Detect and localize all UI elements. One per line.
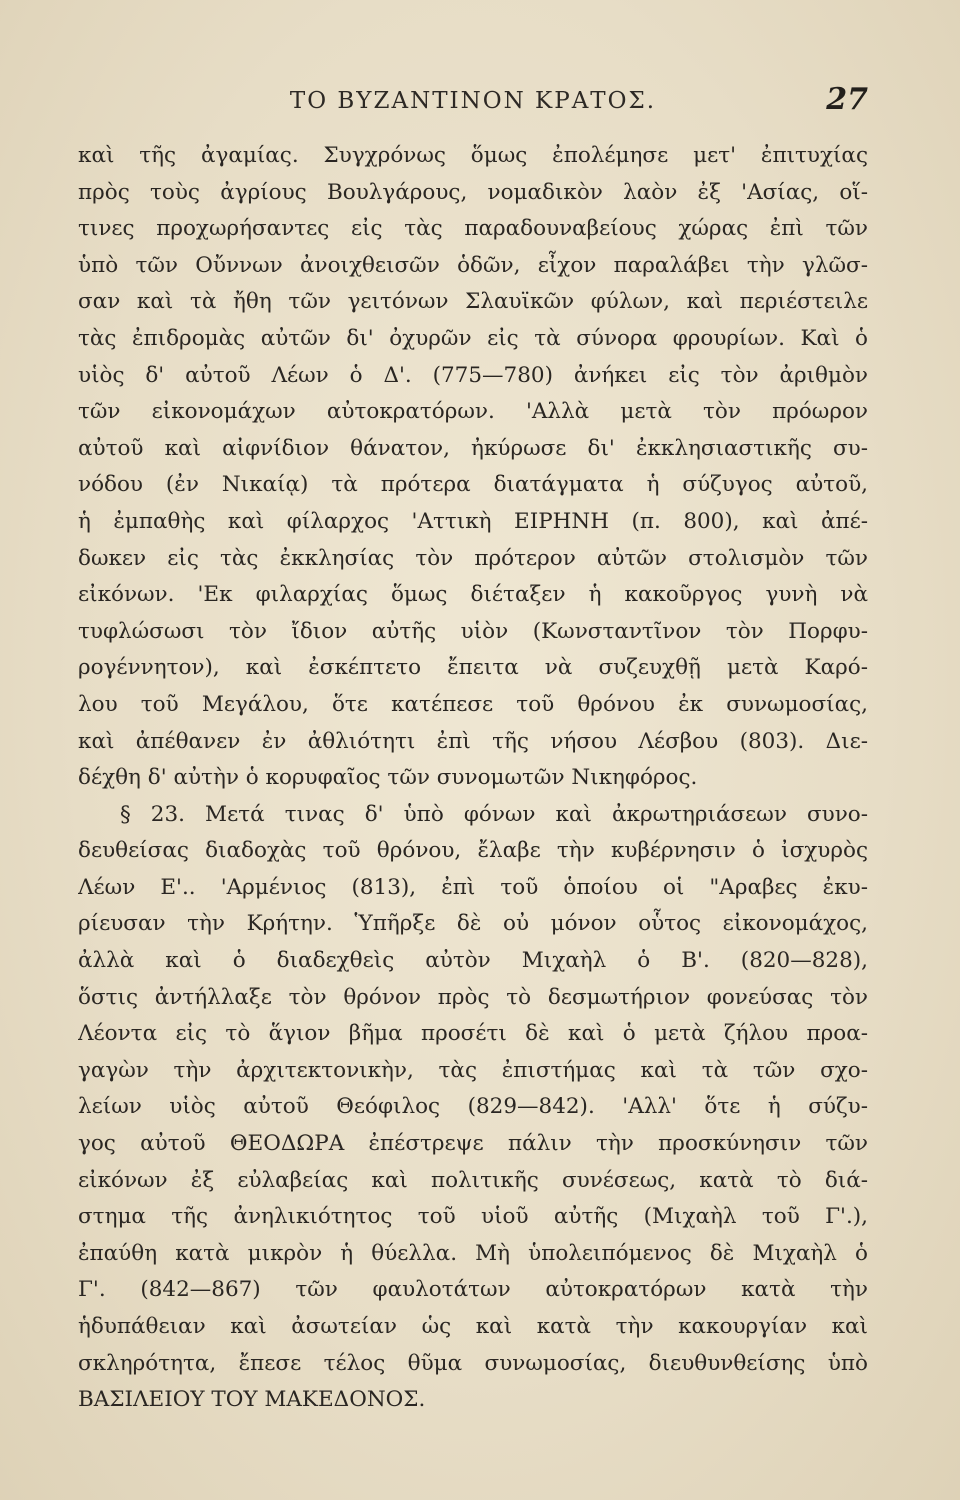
text-line: Λέων Ε'.. 'Αρμένιος (813), ἐπὶ τοῦ ὁποίου οἱ "Αραβες ἐκυ-	[78, 874, 868, 900]
text-line: καὶ τῆς ἀγαμίας. Συγχρόνως ὅμως ἐπολέμησε μετ' ἐπιτυχίας	[78, 143, 868, 168]
text-line: ὅστις ἀντήλλαξε τὸν θρόνον πρὸς τὸ δεσμωτήριον φονεύσας τὸν	[78, 984, 868, 1010]
text-line: αὐτοῦ καὶ αἰφνίδιον θάνατον, ἠκύρωσε δι' ἐκκλησιαστικῆς συ-	[78, 435, 868, 461]
text-line: δωκεν εἰς τὰς ἐκκλησίας τὸν πρότερον αὐτῶν στολισμὸν τῶν	[78, 545, 868, 571]
running-header	[78, 82, 868, 128]
text-line: σαν καὶ τὰ ἤθη τῶν γειτόνων Σλαυϊκῶν φύλων, καὶ περιέστειλε	[78, 289, 868, 315]
text-line: υἱὸς δ' αὐτοῦ Λέων ὁ Δ'. (775—780) ἀνήκει εἰς τὸν ἀριθμὸν	[78, 362, 868, 388]
text-line: τῶν εἰκονομάχων αὐτοκρατόρων. 'Αλλὰ μετὰ τὸν πρόωρον	[78, 399, 868, 425]
body-text	[78, 138, 868, 1419]
text-line: ἡδυπάθειαν καὶ ἀσωτείαν ὡς καὶ κατὰ τὴν κακουργίαν καὶ	[78, 1314, 868, 1339]
text-line: ρίευσαν τὴν Κρήτην. Ὑπῆρξε δὲ οὐ μόνον οὗτος εἰκονομάχος,	[78, 911, 868, 937]
text-line: Γ'. (842—867) τῶν φαυλοτάτων αὐτοκρατόρων κατὰ τὴν	[78, 1277, 868, 1303]
page-number: 27	[826, 82, 868, 117]
text-line: πρὸς τοὺς ἀγρίους Βουλγάρους, νομαδικὸν λαὸν ἐξ 'Ασίας, οἵ-	[78, 179, 868, 205]
running-title: ΤΟ ΒΥΖΑΝΤΙΝΟΝ ΚΡΑΤΟΣ.	[289, 88, 657, 114]
text-line: λείων υἱὸς αὐτοῦ Θεόφιλος (829—842). 'Αλλ' ὅτε ἡ σύζυ-	[78, 1094, 868, 1120]
text-line: εἰκόνων ἐξ εὐλαβείας καὶ πολιτικῆς συνέσεως, κατὰ τὸ διά-	[78, 1167, 868, 1193]
text-line: τινες προχωρήσαντες εἰς τὰς παραδουναβείους χώρας ἐπὶ τῶν	[78, 216, 868, 242]
text-line: εἰκόνων. 'Εκ φιλαρχίας ὅμως διέταξεν ἡ κακοῦργος γυνὴ νὰ	[78, 582, 868, 608]
text-line: σκληρότητα, ἔπεσε τέλος θῦμα συνωμοσίας, διευθυνθείσης ὑπὸ	[78, 1350, 868, 1376]
text-line: καὶ ἀπέθανεν ἐν ἀθλιότητι ἐπὶ τῆς νήσου Λέσβου (803). Διε-	[78, 728, 868, 754]
text-line: ρογέννητον), καὶ ἐσκέπτετο ἔπειτα νὰ συζευχθῇ μετὰ Καρό-	[78, 655, 868, 681]
text-line: λου τοῦ Μεγάλου, ὅτε κατέπεσε τοῦ θρόνου ἐκ συνωμοσίας,	[78, 691, 868, 717]
text-line: ΒΑΣΙΛΕΙΟΥ ΤΟΥ ΜΑΚΕΔΟΝΟΣ.	[78, 1387, 426, 1413]
section-start-line: § 23. Μετά τινας δ' ὑπὸ φόνων καὶ ἀκρωτηριάσεων συνο-	[120, 801, 868, 827]
text-line: ἐπαύθη κατὰ μικρὸν ἡ θύελλα. Μὴ ὑπολειπόμενος δὲ Μιχαὴλ ὁ	[78, 1240, 868, 1266]
text-line: δέχθη δ' αὐτὴν ὁ κορυφαῖος τῶν συνομωτῶν Νικηφόρος.	[78, 765, 698, 791]
text-line: στημα τῆς ἀνηλικιότητος τοῦ υἱοῦ αὐτῆς (Μιχαὴλ τοῦ Γ'.),	[78, 1204, 868, 1230]
text-line: Λέοντα εἰς τὸ ἅγιον βῆμα προσέτι δὲ καὶ ὁ μετὰ ζήλου προα-	[78, 1021, 868, 1047]
text-line: τυφλώσωσι τὸν ἴδιον αὐτῆς υἱὸν (Κωνσταντῖνον τὸν Πορφυ-	[78, 618, 868, 644]
text-line: γος αὐτοῦ ΘΕΟΔΩΡΑ ἐπέστρεψε πάλιν τὴν προσκύνησιν τῶν	[78, 1131, 868, 1157]
text-line: ὑπὸ τῶν Οὔννων ἀνοιχθεισῶν ὁδῶν, εἶχον παραλάβει τὴν γλῶσ-	[78, 252, 868, 278]
text-line: νόδου (ἐν Νικαίᾳ) τὰ πρότερα διατάγματα ἡ σύζυγος αὐτοῦ,	[78, 472, 868, 498]
text-line: δευθείσας διαδοχὰς τοῦ θρόνου, ἔλαβε τὴν κυβέρνησιν ὁ ἰσχυρὸς	[78, 838, 868, 864]
text-line: τὰς ἐπιδρομὰς αὐτῶν δι' ὀχυρῶν εἰς τὰ σύνορα φρουρίων. Καὶ ὁ	[78, 325, 868, 351]
text-line: γαγὼν τὴν ἀρχιτεκτονικὴν, τὰς ἐπιστήμας καὶ τὰ τῶν σχο-	[78, 1057, 868, 1083]
text-line: ἡ ἐμπαθὴς καὶ φίλαρχος 'Αττικὴ ΕΙΡΗΝΗ (π. 800), καὶ ἀπέ-	[78, 508, 868, 534]
text-line: ἀλλὰ καὶ ὁ διαδεχθεὶς αὐτὸν Μιχαὴλ ὁ Β'. (820—828),	[78, 948, 868, 974]
